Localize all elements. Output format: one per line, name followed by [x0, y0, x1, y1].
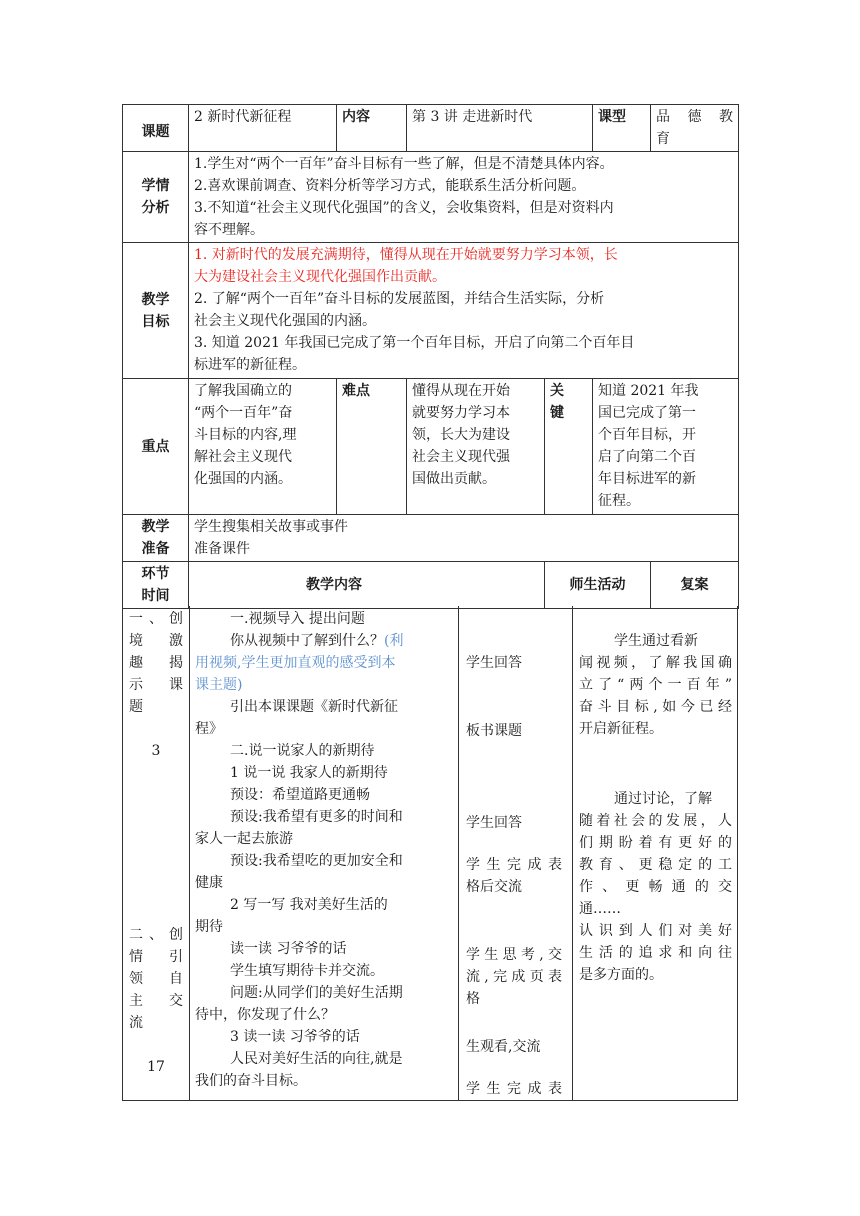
stage2-time: 17: [147, 1059, 165, 1075]
header-stage: 环节: [141, 566, 170, 582]
analysis-line: 2.喜欢课前调查、资料分析等学习方式，能联系生活分析问题。: [194, 178, 586, 194]
analysis-line: 容不理解。: [194, 222, 264, 238]
stage1-line: 境 激: [129, 633, 183, 649]
preparation-content: [189, 515, 739, 562]
difficulty-label: 难点: [337, 379, 407, 515]
teaching-goals-content: [189, 243, 739, 379]
activity-item: 板书课题: [466, 723, 522, 739]
header-activity: 师生活动: [545, 562, 651, 609]
note-line: 是多方面的。: [579, 967, 663, 983]
row-key-points: [123, 379, 739, 515]
difficulty-line: 就要努力学习本: [412, 405, 510, 421]
student-analysis-label-2: 分析: [141, 200, 170, 216]
note-line: 生活的追求和向往: [579, 945, 732, 961]
note-line: 作、更畅通的交: [579, 879, 732, 895]
note-line: 通……: [579, 901, 621, 917]
content-line: 预设:我希望有更多的时间和: [230, 809, 403, 825]
focus-line: 了解我国确立的: [194, 383, 292, 399]
content-line: [195, 630, 453, 652]
student-analysis-label: [123, 152, 189, 243]
note-line: 教育、更稳定的工: [579, 857, 732, 873]
header-teaching-content: 教学内容: [189, 562, 545, 609]
body-section: [122, 606, 738, 1101]
content-line: 待中，你发现了什么？: [195, 1007, 335, 1023]
note-line: 认识到人们对美好: [579, 923, 732, 939]
notes-block-2: [579, 788, 732, 986]
content-line: 健康: [195, 875, 223, 891]
student-analysis-label-1: 学情: [141, 178, 170, 194]
content-line: 人民对美好生活的向往,就是: [230, 1051, 403, 1067]
key-label-1: 关: [550, 383, 564, 399]
stage1-line: 一、创: [129, 611, 183, 627]
row-preparation: [123, 515, 739, 562]
content-note-blue: 用视频,学生更加直观的感受到本: [195, 655, 396, 671]
content-line: 问题:从同学们的美好生活期: [230, 985, 403, 1001]
difficulty-content: [407, 379, 545, 515]
preparation-label-1: 教学: [141, 519, 170, 535]
type-line-1: 品 德 教: [656, 109, 734, 125]
goal-line-red: 1. 对新时代的发展充满期待，懂得从现在开始就要努力学习本领，长: [194, 247, 618, 263]
focus-line: 解社会主义现代: [194, 449, 292, 465]
teaching-goals-label-1: 教学: [141, 291, 170, 308]
divider: [189, 606, 190, 1100]
topic-label: 课题: [123, 105, 189, 152]
key-line: 年目标进军的新: [598, 471, 697, 487]
difficulty-line: 懂得从现在开始: [412, 383, 510, 399]
stage2-line: 流: [129, 1015, 143, 1031]
content-note-blue: 课主题): [195, 677, 243, 693]
key-line: 个百年目标，开: [598, 427, 697, 443]
stage2-line: 情 引: [129, 949, 183, 965]
teaching-goals-label: [123, 243, 189, 379]
note-line: 通过讨论，了解: [614, 791, 712, 807]
stage1-line: 示 课: [129, 677, 183, 693]
activity-item: 格后交流: [466, 879, 522, 895]
goal-line: 2. 了解“两个一百年”奋斗目标的发展蓝图，并结合生活实际，分析: [194, 291, 605, 307]
content-line: 程》: [195, 721, 223, 737]
note-line: 开启新征程。: [579, 721, 663, 737]
content-line: 二.说一说家人的新期待: [230, 743, 375, 759]
row-student-analysis: [123, 152, 739, 243]
key-line: 知道 2021 年我: [598, 383, 699, 399]
activity-item: 生观看,交流: [466, 1039, 541, 1055]
preparation-line: 学生搜集相关故事或事件: [194, 519, 348, 535]
key-content: [593, 379, 739, 515]
type-line-2: 育: [656, 131, 671, 147]
note-line: 立了“两个一百年”: [579, 677, 732, 693]
stage-column-2: [129, 924, 183, 1078]
activity-item: 学生回答: [466, 655, 522, 671]
content-line: 期待: [195, 919, 223, 935]
stage1-line: 题: [129, 699, 143, 715]
content-value: 第 3 讲 走进新时代: [407, 105, 593, 152]
analysis-line: 3.不知道“社会主义现代化强国”的含义，会收集资料，但是对资料内: [194, 200, 614, 216]
content-line: 家人一起去旅游: [195, 831, 293, 847]
difficulty-line: 社会主义现代强: [412, 449, 510, 465]
lesson-plan-table: [122, 104, 739, 609]
content-line: 预设：希望道路更通畅: [230, 787, 370, 803]
stage1-time: 3: [151, 743, 161, 759]
note-line: 们期盼着有更好的: [579, 835, 732, 851]
header-notes: 复案: [651, 562, 739, 609]
note-line: 奋斗目标,如今已经: [579, 699, 732, 715]
teaching-content-column: [195, 608, 453, 1092]
content-question: 你从视频中了解到什么？: [230, 633, 384, 649]
note-line: 随着社会的发展，人: [579, 813, 732, 829]
note-line: 学生通过看新: [614, 633, 698, 649]
activity-item: 学生回答: [466, 815, 522, 831]
topic-value: 2 新时代新征程: [189, 105, 337, 152]
content-note-blue: (利: [384, 633, 404, 649]
stage1-line: 趣 揭: [129, 655, 183, 671]
activity-item: 格: [466, 991, 480, 1007]
preparation-label: [123, 515, 189, 562]
difficulty-line: 领，长大为建设: [412, 427, 510, 443]
divider: [572, 606, 573, 1100]
content-line: 读一读 习爷爷的话: [230, 941, 347, 957]
activity-item: 学生完成表: [466, 857, 562, 873]
difficulty-line: 国做出贡献。: [412, 471, 496, 487]
goal-line: 3. 知道 2021 年我国已完成了第一个百年目标，开启了向第二个百年目: [194, 335, 635, 351]
notes-block-1: [579, 630, 732, 740]
type-label: 课型: [593, 105, 651, 152]
teaching-goals-label-2: 目标: [141, 313, 170, 330]
lesson-plan-sheet: [122, 104, 738, 1097]
preparation-line: 准备课件: [194, 541, 250, 557]
content-line: 引出本课课题《新时代新征: [230, 699, 398, 715]
row-topic: [123, 105, 739, 152]
key-line: 启了向第二个百: [598, 449, 697, 465]
content-label: 内容: [337, 105, 407, 152]
row-teaching-goals: [123, 243, 739, 379]
content-line: 我们的奋斗目标。: [195, 1073, 307, 1089]
focus-line: 斗目标的内容,理: [194, 427, 297, 443]
type-value: [651, 105, 739, 152]
activity-item: 学生思考,交: [466, 947, 562, 963]
activity-item: 学生完成表: [466, 1081, 562, 1097]
goal-line-red: 大为建设社会主义现代化强国作出贡献。: [194, 269, 446, 285]
key-label: [545, 379, 593, 515]
content-line: 预设:我希望吃的更加安全和: [230, 853, 403, 869]
stage2-line: 二、创: [129, 927, 183, 943]
key-label-2: 键: [550, 405, 564, 421]
goal-line: 社会主义现代化强国的内涵。: [194, 313, 376, 329]
content-line: 学生填写期待卡并交流。: [230, 963, 384, 979]
preparation-label-2: 准备: [141, 541, 170, 557]
note-line: 闻视频，了解我国确: [579, 655, 732, 671]
content-line: 3 读一读 习爷爷的话: [230, 1029, 360, 1045]
header-time: 时间: [141, 588, 170, 604]
stage2-line: 主 交: [129, 993, 183, 1009]
content-line: 1 说一说 我家人的新期待: [230, 765, 388, 781]
stage-column: [129, 608, 183, 762]
header-stage-time: [123, 562, 189, 609]
key-points-label: 重点: [123, 379, 189, 515]
focus-line: “两个一百年”奋: [194, 405, 293, 421]
focus-content: [189, 379, 337, 515]
key-line: 国已完成了第一: [598, 405, 697, 421]
divider: [458, 606, 459, 1100]
goal-line: 标进军的新征程。: [194, 357, 306, 373]
key-line: 征程。: [598, 493, 641, 509]
analysis-line: 1.学生对“两个一百年”奋斗目标有一些了解，但是不清楚具体内容。: [194, 156, 614, 172]
student-analysis-content: [189, 152, 739, 243]
content-line: 2 写一写 我对美好生活的: [230, 897, 388, 913]
content-line: 一.视频导入 提出问题: [230, 611, 365, 627]
focus-line: 化强国的内涵。: [194, 471, 292, 487]
row-header: [123, 562, 739, 609]
stage2-line: 领 自: [129, 971, 183, 987]
activity-item: 流,完成页表: [466, 969, 562, 985]
